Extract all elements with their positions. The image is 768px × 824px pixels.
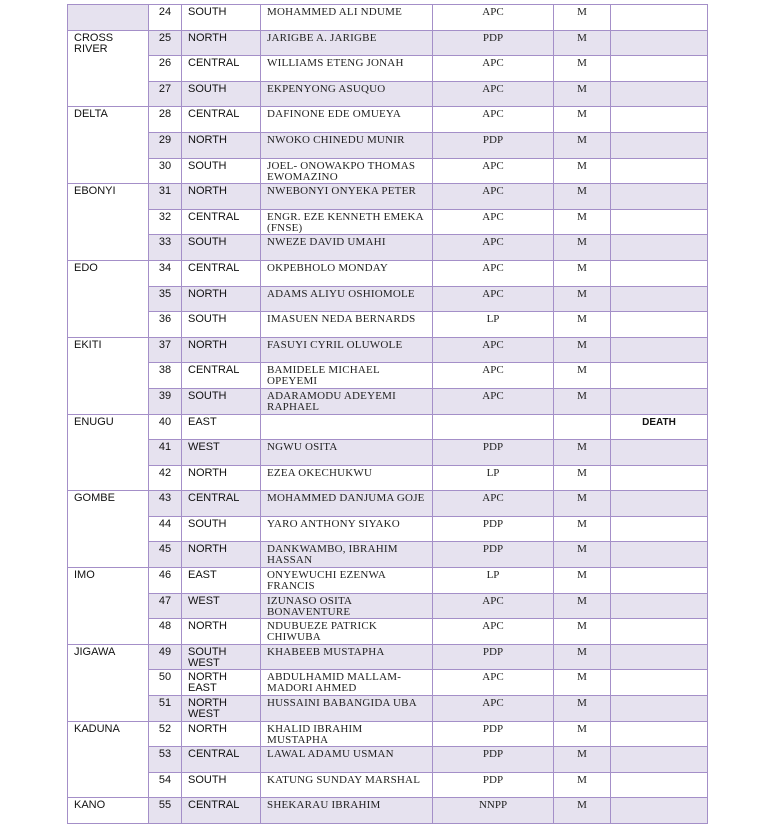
gender-cell: M	[554, 440, 611, 466]
remark-cell	[611, 286, 708, 312]
district-cell: NORTH	[182, 30, 261, 56]
party-cell: PDP	[433, 644, 554, 670]
gender-cell: M	[554, 542, 611, 568]
table-row	[68, 337, 708, 363]
remark-cell	[611, 132, 708, 158]
state-cell: CROSS RIVER	[68, 30, 149, 107]
table-row	[68, 593, 708, 619]
table-row	[68, 568, 708, 594]
gender-cell: M	[554, 184, 611, 210]
gender-cell: M	[554, 516, 611, 542]
senator-name-cell: IZUNASO OSITA BONAVENTURE	[261, 593, 433, 619]
table-row	[68, 312, 708, 338]
table-row	[68, 286, 708, 312]
senator-name-cell: FASUYI CYRIL OLUWOLE	[261, 337, 433, 363]
party-cell	[433, 414, 554, 440]
table-row	[68, 158, 708, 184]
table-row	[68, 696, 708, 722]
senator-name-cell: JARIGBE A. JARIGBE	[261, 30, 433, 56]
gender-cell: M	[554, 491, 611, 517]
remark-cell	[611, 56, 708, 82]
table-row	[68, 132, 708, 158]
gender-cell: M	[554, 337, 611, 363]
table-row	[68, 209, 708, 235]
party-cell: PDP	[433, 440, 554, 466]
gender-cell: M	[554, 670, 611, 696]
remark-cell	[611, 158, 708, 184]
serial-number-cell: 53	[149, 747, 182, 773]
gender-cell: M	[554, 465, 611, 491]
remark-cell	[611, 235, 708, 261]
gender-cell: M	[554, 30, 611, 56]
remark-cell	[611, 30, 708, 56]
state-cell	[68, 5, 149, 31]
party-cell: APC	[433, 619, 554, 645]
table-row	[68, 491, 708, 517]
senators-table	[67, 4, 708, 824]
table-row	[68, 184, 708, 210]
serial-number-cell: 34	[149, 260, 182, 286]
party-cell: APC	[433, 209, 554, 235]
serial-number-cell: 40	[149, 414, 182, 440]
senator-name-cell: ENGR. EZE KENNETH EMEKA (FNSE)	[261, 209, 433, 235]
state-cell: KADUNA	[68, 721, 149, 798]
party-cell: LP	[433, 568, 554, 594]
remark-cell	[611, 260, 708, 286]
serial-number-cell: 24	[149, 5, 182, 31]
gender-cell: M	[554, 107, 611, 133]
table-row	[68, 516, 708, 542]
district-cell: NORTH	[182, 465, 261, 491]
senator-name-cell: BAMIDELE MICHAEL OPEYEMI	[261, 363, 433, 389]
table-row	[68, 235, 708, 261]
table-row	[68, 56, 708, 82]
serial-number-cell: 31	[149, 184, 182, 210]
serial-number-cell: 52	[149, 721, 182, 747]
senator-name-cell: KHABEEB MUSTAPHA	[261, 644, 433, 670]
gender-cell: M	[554, 644, 611, 670]
district-cell: NORTH	[182, 286, 261, 312]
party-cell: APC	[433, 107, 554, 133]
gender-cell: M	[554, 363, 611, 389]
senator-name-cell: EZEA OKECHUKWU	[261, 465, 433, 491]
district-cell: NORTH	[182, 721, 261, 747]
serial-number-cell: 35	[149, 286, 182, 312]
remark-cell	[611, 593, 708, 619]
party-cell: APC	[433, 158, 554, 184]
party-cell: APC	[433, 363, 554, 389]
party-cell: APC	[433, 184, 554, 210]
district-cell: SOUTH	[182, 388, 261, 414]
party-cell: APC	[433, 56, 554, 82]
senator-name-cell: NWEZE DAVID UMAHI	[261, 235, 433, 261]
state-cell: EBONYI	[68, 184, 149, 261]
party-cell: APC	[433, 670, 554, 696]
state-cell: DELTA	[68, 107, 149, 184]
party-cell: LP	[433, 312, 554, 338]
party-cell: PDP	[433, 721, 554, 747]
serial-number-cell: 51	[149, 696, 182, 722]
district-cell: CENTRAL	[182, 747, 261, 773]
district-cell: NORTH EAST	[182, 670, 261, 696]
senator-name-cell: NWEBONYI ONYEKA PETER	[261, 184, 433, 210]
district-cell: SOUTH	[182, 81, 261, 107]
state-cell: JIGAWA	[68, 644, 149, 721]
senator-name-cell: EKPENYONG ASUQUO	[261, 81, 433, 107]
remark-cell	[611, 619, 708, 645]
senator-name-cell: YARO ANTHONY SIYAKO	[261, 516, 433, 542]
party-cell: APC	[433, 388, 554, 414]
state-cell: EDO	[68, 260, 149, 337]
gender-cell: M	[554, 56, 611, 82]
district-cell: SOUTH	[182, 312, 261, 338]
senator-name-cell: SHEKARAU IBRAHIM	[261, 798, 433, 824]
senator-name-cell: NGWU OSITA	[261, 440, 433, 466]
remark-cell	[611, 772, 708, 798]
district-cell: NORTH	[182, 337, 261, 363]
senator-name-cell: NWOKO CHINEDU MUNIR	[261, 132, 433, 158]
party-cell: APC	[433, 286, 554, 312]
gender-cell: M	[554, 5, 611, 31]
table-row	[68, 260, 708, 286]
party-cell: APC	[433, 260, 554, 286]
party-cell: PDP	[433, 516, 554, 542]
party-cell: NNPP	[433, 798, 554, 824]
district-cell: SOUTH	[182, 516, 261, 542]
serial-number-cell: 27	[149, 81, 182, 107]
serial-number-cell: 30	[149, 158, 182, 184]
district-cell: SOUTH	[182, 158, 261, 184]
senator-name-cell: DAFINONE EDE OMUEYA	[261, 107, 433, 133]
table-row	[68, 107, 708, 133]
table-row	[68, 363, 708, 389]
gender-cell: M	[554, 798, 611, 824]
district-cell: SOUTH WEST	[182, 644, 261, 670]
state-cell: KANO	[68, 798, 149, 824]
district-cell: NORTH WEST	[182, 696, 261, 722]
gender-cell: M	[554, 721, 611, 747]
senator-name-cell	[261, 414, 433, 440]
remark-cell	[611, 568, 708, 594]
table-row	[68, 30, 708, 56]
gender-cell	[554, 414, 611, 440]
serial-number-cell: 32	[149, 209, 182, 235]
table-row	[68, 81, 708, 107]
party-cell: PDP	[433, 542, 554, 568]
serial-number-cell: 49	[149, 644, 182, 670]
gender-cell: M	[554, 260, 611, 286]
senator-name-cell: DANKWAMBO, IBRAHIM HASSAN	[261, 542, 433, 568]
senator-name-cell: MOHAMMED ALI NDUME	[261, 5, 433, 31]
table-row	[68, 644, 708, 670]
table-row	[68, 670, 708, 696]
district-cell: CENTRAL	[182, 491, 261, 517]
table-row	[68, 798, 708, 824]
party-cell: APC	[433, 235, 554, 261]
remark-cell	[611, 696, 708, 722]
serial-number-cell: 41	[149, 440, 182, 466]
remark-cell	[611, 491, 708, 517]
district-cell: WEST	[182, 440, 261, 466]
serial-number-cell: 29	[149, 132, 182, 158]
senator-name-cell: ABDULHAMID MALLAM-MADORI AHMED	[261, 670, 433, 696]
gender-cell: M	[554, 593, 611, 619]
party-cell: APC	[433, 5, 554, 31]
state-cell: IMO	[68, 568, 149, 645]
remark-cell: DEATH	[611, 414, 708, 440]
senator-name-cell: ADARAMODU ADEYEMI RAPHAEL	[261, 388, 433, 414]
district-cell: CENTRAL	[182, 798, 261, 824]
gender-cell: M	[554, 132, 611, 158]
serial-number-cell: 25	[149, 30, 182, 56]
remark-cell	[611, 312, 708, 338]
serial-number-cell: 38	[149, 363, 182, 389]
party-cell: PDP	[433, 132, 554, 158]
serial-number-cell: 45	[149, 542, 182, 568]
remark-cell	[611, 798, 708, 824]
remark-cell	[611, 337, 708, 363]
table-row	[68, 465, 708, 491]
serial-number-cell: 54	[149, 772, 182, 798]
table-row	[68, 5, 708, 31]
district-cell: EAST	[182, 414, 261, 440]
serial-number-cell: 26	[149, 56, 182, 82]
district-cell: CENTRAL	[182, 260, 261, 286]
district-cell: SOUTH	[182, 5, 261, 31]
serial-number-cell: 42	[149, 465, 182, 491]
state-cell: ENUGU	[68, 414, 149, 491]
party-cell: LP	[433, 465, 554, 491]
senator-name-cell: JOEL- ONOWAKPO THOMAS EWOMAZINO	[261, 158, 433, 184]
gender-cell: M	[554, 772, 611, 798]
remark-cell	[611, 516, 708, 542]
gender-cell: M	[554, 696, 611, 722]
serial-number-cell: 48	[149, 619, 182, 645]
table-body	[68, 5, 708, 824]
senator-name-cell: IMASUEN NEDA BERNARDS	[261, 312, 433, 338]
table-row	[68, 542, 708, 568]
district-cell: CENTRAL	[182, 107, 261, 133]
remark-cell	[611, 81, 708, 107]
gender-cell: M	[554, 747, 611, 773]
senator-name-cell: ONYEWUCHI EZENWA FRANCIS	[261, 568, 433, 594]
senator-name-cell: MOHAMMED DANJUMA GOJE	[261, 491, 433, 517]
remark-cell	[611, 184, 708, 210]
district-cell: SOUTH	[182, 772, 261, 798]
party-cell: APC	[433, 593, 554, 619]
senator-name-cell: LAWAL ADAMU USMAN	[261, 747, 433, 773]
district-cell: NORTH	[182, 132, 261, 158]
district-cell: CENTRAL	[182, 363, 261, 389]
serial-number-cell: 37	[149, 337, 182, 363]
gender-cell: M	[554, 388, 611, 414]
remark-cell	[611, 388, 708, 414]
party-cell: APC	[433, 491, 554, 517]
district-cell: SOUTH	[182, 235, 261, 261]
party-cell: APC	[433, 337, 554, 363]
remark-cell	[611, 721, 708, 747]
remark-cell	[611, 363, 708, 389]
serial-number-cell: 43	[149, 491, 182, 517]
remark-cell	[611, 209, 708, 235]
gender-cell: M	[554, 209, 611, 235]
serial-number-cell: 33	[149, 235, 182, 261]
senator-name-cell: KHALID IBRAHIM MUSTAPHA	[261, 721, 433, 747]
remark-cell	[611, 747, 708, 773]
serial-number-cell: 55	[149, 798, 182, 824]
district-cell: CENTRAL	[182, 209, 261, 235]
remark-cell	[611, 465, 708, 491]
gender-cell: M	[554, 158, 611, 184]
party-cell: PDP	[433, 747, 554, 773]
district-cell: CENTRAL	[182, 56, 261, 82]
table-row	[68, 414, 708, 440]
district-cell: NORTH	[182, 542, 261, 568]
table-row	[68, 721, 708, 747]
gender-cell: M	[554, 619, 611, 645]
remark-cell	[611, 644, 708, 670]
serial-number-cell: 36	[149, 312, 182, 338]
district-cell: NORTH	[182, 619, 261, 645]
party-cell: APC	[433, 81, 554, 107]
senator-name-cell: OKPEBHOLO MONDAY	[261, 260, 433, 286]
serial-number-cell: 47	[149, 593, 182, 619]
party-cell: PDP	[433, 772, 554, 798]
table-row	[68, 772, 708, 798]
district-cell: WEST	[182, 593, 261, 619]
district-cell: NORTH	[182, 184, 261, 210]
gender-cell: M	[554, 312, 611, 338]
serial-number-cell: 50	[149, 670, 182, 696]
table-row	[68, 440, 708, 466]
table-row	[68, 747, 708, 773]
gender-cell: M	[554, 235, 611, 261]
senator-name-cell: ADAMS ALIYU OSHIOMOLE	[261, 286, 433, 312]
remark-cell	[611, 5, 708, 31]
remark-cell	[611, 542, 708, 568]
remark-cell	[611, 440, 708, 466]
serial-number-cell: 44	[149, 516, 182, 542]
remark-cell	[611, 670, 708, 696]
party-cell: APC	[433, 696, 554, 722]
state-cell: GOMBE	[68, 491, 149, 568]
table-row	[68, 619, 708, 645]
gender-cell: M	[554, 286, 611, 312]
gender-cell: M	[554, 568, 611, 594]
senator-name-cell: NDUBUEZE PATRICK CHIWUBA	[261, 619, 433, 645]
senator-name-cell: HUSSAINI BABANGIDA UBA	[261, 696, 433, 722]
gender-cell: M	[554, 81, 611, 107]
party-cell: PDP	[433, 30, 554, 56]
senator-name-cell: WILLIAMS ETENG JONAH	[261, 56, 433, 82]
district-cell: EAST	[182, 568, 261, 594]
table-row	[68, 388, 708, 414]
serial-number-cell: 39	[149, 388, 182, 414]
serial-number-cell: 28	[149, 107, 182, 133]
state-cell: EKITI	[68, 337, 149, 414]
serial-number-cell: 46	[149, 568, 182, 594]
senator-name-cell: KATUNG SUNDAY MARSHAL	[261, 772, 433, 798]
remark-cell	[611, 107, 708, 133]
